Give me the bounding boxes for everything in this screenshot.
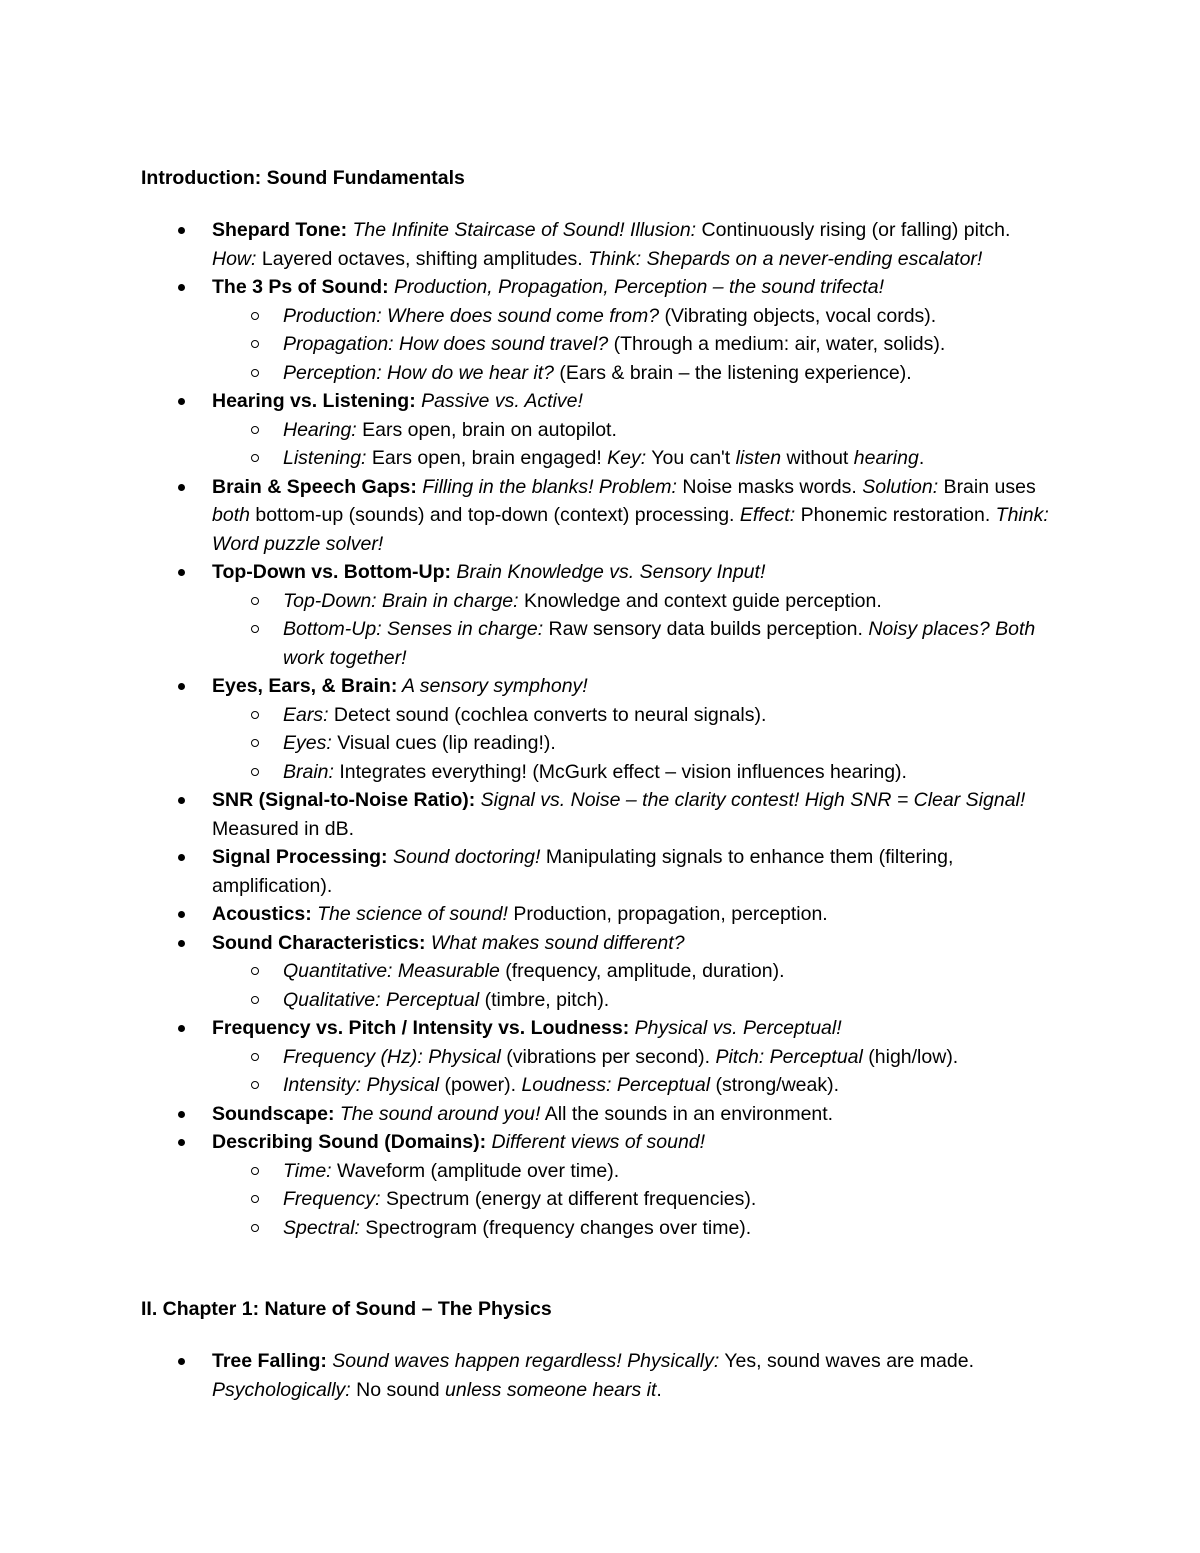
body-text: Ears open, brain on autopilot. — [356, 418, 617, 441]
term-label: Signal Processing: — [212, 846, 388, 868]
body-text: Yes, sound waves are made. — [719, 1350, 974, 1372]
body-text: (frequency, amplitude, duration). — [499, 960, 785, 982]
term-label: Brain & Speech Gaps: — [212, 475, 417, 498]
emphasis-text: Passive vs. Active! — [415, 390, 583, 412]
body-text: Measured in dB. — [212, 817, 354, 840]
bullet-item-snr — [0, 786, 1200, 843]
term-label: Acoustics: — [212, 903, 312, 925]
emphasis-text: Propagation: How does sound travel? — [283, 333, 609, 355]
bullet-item-acoustics — [0, 900, 1200, 929]
sub-bullet-list — [212, 1043, 1050, 1100]
body-text: (strong/weak). — [710, 1074, 840, 1096]
emphasis-text: Effect: — [739, 504, 796, 526]
section-heading-introduction: Introduction: Sound Fundamentals — [141, 167, 465, 189]
body-text: Manipulating signals to enhance them (filtering, amplification). — [212, 846, 954, 897]
emphasis-text: The Infinite Staircase of Sound! Illusion: — [347, 219, 697, 241]
emphasis-text: The science of sound! — [311, 903, 508, 925]
emphasis-text: Spectral: — [283, 1216, 360, 1239]
bullet-item-sound-characteristics — [0, 929, 1200, 1015]
term-label: Describing Sound (Domains): — [212, 1131, 487, 1153]
introduction-bullet-list — [0, 216, 1200, 1242]
emphasis-text: Frequency (Hz): Physical — [283, 1045, 501, 1068]
emphasis-text: Filling in the blanks! Problem: — [416, 475, 677, 498]
body-text: Layered octaves, shifting amplitudes. — [256, 247, 589, 270]
sub-bullet-list — [212, 957, 1050, 1014]
sub-bullet-item — [212, 758, 1050, 787]
body-text: Knowledge and context guide perception. — [518, 589, 882, 612]
sub-bullet-list — [212, 416, 1050, 473]
sub-bullet-item — [212, 359, 1050, 388]
body-text: No sound — [350, 1378, 446, 1401]
bullet-item-tree-falling — [0, 1347, 1200, 1404]
bullet-item-frequency-pitch-intensity-loudness — [0, 1014, 1200, 1100]
emphasis-text: How: — [212, 247, 257, 270]
emphasis-text: both — [212, 504, 250, 526]
sub-bullet-item — [212, 701, 1050, 730]
emphasis-text: Brain Knowledge vs. Sensory Input! — [451, 561, 766, 583]
emphasis-text: Production, Propagation, Perception – the sound trifecta! — [388, 276, 884, 298]
sub-bullet-item — [212, 1214, 1050, 1243]
body-text: (high/low). — [862, 1045, 959, 1068]
sub-bullet-item — [212, 615, 1050, 672]
sub-bullet-item — [212, 416, 1050, 445]
body-text: Noise masks words. — [676, 475, 863, 498]
body-text: Production, propagation, perception. — [507, 903, 828, 925]
emphasis-text: Sound waves happen regardless! Physically: — [326, 1350, 720, 1372]
emphasis-text: Solution: — [862, 475, 939, 498]
emphasis-text: Top-Down: Brain in charge: — [283, 589, 519, 612]
bullet-item-top-down-bottom-up — [0, 558, 1200, 672]
sub-bullet-item — [212, 1071, 1050, 1100]
body-text: Visual cues (lip reading!). — [331, 732, 556, 754]
term-label: Eyes, Ears, & Brain: — [212, 675, 398, 697]
body-text: Continuously rising (or falling) pitch. — [696, 219, 1011, 241]
body-text: (power). — [439, 1074, 522, 1096]
sub-bullet-item — [212, 986, 1050, 1015]
body-text: without — [781, 447, 854, 469]
sub-bullet-item — [212, 302, 1050, 331]
emphasis-text: Brain: — [283, 760, 334, 783]
term-label: Top-Down vs. Bottom-Up: — [212, 561, 452, 583]
bullet-item-shepard-tone — [0, 216, 1200, 273]
emphasis-text: A sensory symphony! — [397, 675, 588, 697]
term-label: Frequency vs. Pitch / Intensity vs. Loudness: — [212, 1017, 630, 1039]
emphasis-text: Quantitative: Measurable — [283, 960, 500, 982]
emphasis-text: Think: Shepards on a never-ending escalator! — [588, 247, 983, 270]
bullet-item-describing-sound — [0, 1128, 1200, 1242]
sub-bullet-list — [212, 1157, 1050, 1243]
body-text: . — [656, 1378, 662, 1401]
bullet-item-signal-processing — [0, 843, 1200, 900]
emphasis-text: Think: Word puzzle solver! — [212, 504, 1049, 555]
body-text: Brain uses — [938, 475, 1036, 498]
emphasis-text: Noisy places? Both work together! — [283, 618, 1036, 669]
emphasis-text: Loudness: Perceptual — [521, 1074, 711, 1096]
sub-bullet-list — [212, 587, 1050, 673]
body-text: Spectrum (energy at different frequencies). — [380, 1188, 757, 1210]
term-label: Shepard Tone: — [212, 219, 348, 241]
body-text: Raw sensory data builds perception. — [543, 618, 869, 640]
body-text: . — [918, 447, 925, 469]
emphasis-text: Sound doctoring! — [387, 846, 541, 868]
emphasis-text: Bottom-Up: Senses in charge: — [283, 618, 544, 640]
body-text: Phonemic restoration. — [795, 504, 996, 526]
emphasis-text: hearing — [853, 447, 919, 469]
sub-bullet-item — [212, 1043, 1050, 1072]
emphasis-text: Signal vs. Noise – the clarity contest! High SNR = Clear Signal! — [475, 789, 1026, 811]
bullet-item-hearing-vs-listening — [0, 387, 1200, 473]
emphasis-text: listen — [735, 447, 782, 469]
body-text: All the sounds in an environment. — [540, 1102, 834, 1125]
sub-bullet-list — [212, 302, 1050, 388]
emphasis-text: Different views of sound! — [486, 1131, 706, 1153]
body-text: Waveform (amplitude over time). — [331, 1159, 620, 1182]
term-label: Tree Falling: — [212, 1350, 327, 1372]
body-text: (Through a medium: air, water, solids). — [608, 333, 946, 355]
emphasis-text: The sound around you! — [334, 1102, 541, 1125]
sub-bullet-item — [212, 587, 1050, 616]
body-text: bottom-up (sounds) and top-down (context) processing. — [249, 504, 740, 526]
emphasis-text: Time: — [283, 1159, 332, 1182]
body-text: (timbre, pitch). — [479, 988, 610, 1011]
emphasis-text: Frequency: — [283, 1188, 381, 1210]
term-label: SNR (Signal-to-Noise Ratio): — [212, 789, 476, 811]
sub-bullet-item — [212, 1157, 1050, 1186]
emphasis-text: Qualitative: Perceptual — [283, 988, 480, 1011]
chapter-1-bullet-list — [0, 1347, 1200, 1404]
emphasis-text: Hearing: — [283, 418, 357, 441]
emphasis-text: Listening: — [283, 447, 367, 469]
emphasis-text: Key: — [607, 447, 647, 469]
emphasis-text: Physical vs. Perceptual! — [629, 1017, 842, 1039]
bullet-item-brain-speech-gaps — [0, 473, 1200, 559]
body-text: Integrates everything! (McGurk effect – vision influences hearing). — [333, 760, 907, 783]
emphasis-text: unless someone hears it — [445, 1378, 657, 1401]
sub-bullet-item — [212, 444, 1050, 473]
term-label: Soundscape: — [212, 1102, 335, 1125]
emphasis-text: Pitch: Perceptual — [715, 1045, 863, 1068]
sub-bullet-item — [212, 1185, 1050, 1214]
emphasis-text: Ears: — [283, 703, 329, 726]
emphasis-text: Psychologically: — [212, 1378, 351, 1401]
emphasis-text: Eyes: — [283, 732, 332, 754]
sub-bullet-item — [212, 330, 1050, 359]
body-text: Detect sound (cochlea converts to neural signals). — [328, 703, 767, 726]
bullet-item-soundscape — [0, 1100, 1200, 1129]
bullet-item-three-ps — [0, 273, 1200, 387]
body-text: Spectrogram (frequency changes over time). — [359, 1216, 752, 1239]
body-text: (Ears & brain – the listening experience). — [553, 361, 912, 384]
body-text: Ears open, brain engaged! — [366, 447, 608, 469]
term-label: Sound Characteristics: — [212, 931, 426, 954]
body-text: You can't — [646, 447, 736, 469]
body-text: (Vibrating objects, vocal cords). — [659, 304, 937, 327]
sub-bullet-list — [212, 701, 1050, 787]
body-text: (vibrations per second). — [500, 1045, 716, 1068]
term-label: The 3 Ps of Sound: — [212, 276, 389, 298]
bullet-item-eyes-ears-brain — [0, 672, 1200, 786]
emphasis-text: Intensity: Physical — [283, 1074, 440, 1096]
emphasis-text: Production: Where does sound come from? — [283, 304, 660, 327]
emphasis-text: Perception: How do we hear it? — [283, 361, 554, 384]
emphasis-text: What makes sound different? — [425, 931, 685, 954]
sub-bullet-item — [212, 957, 1050, 986]
sub-bullet-item — [212, 729, 1050, 758]
term-label: Hearing vs. Listening: — [212, 390, 416, 412]
section-heading-chapter-1: II. Chapter 1: Nature of Sound – The Physics — [141, 1298, 552, 1320]
